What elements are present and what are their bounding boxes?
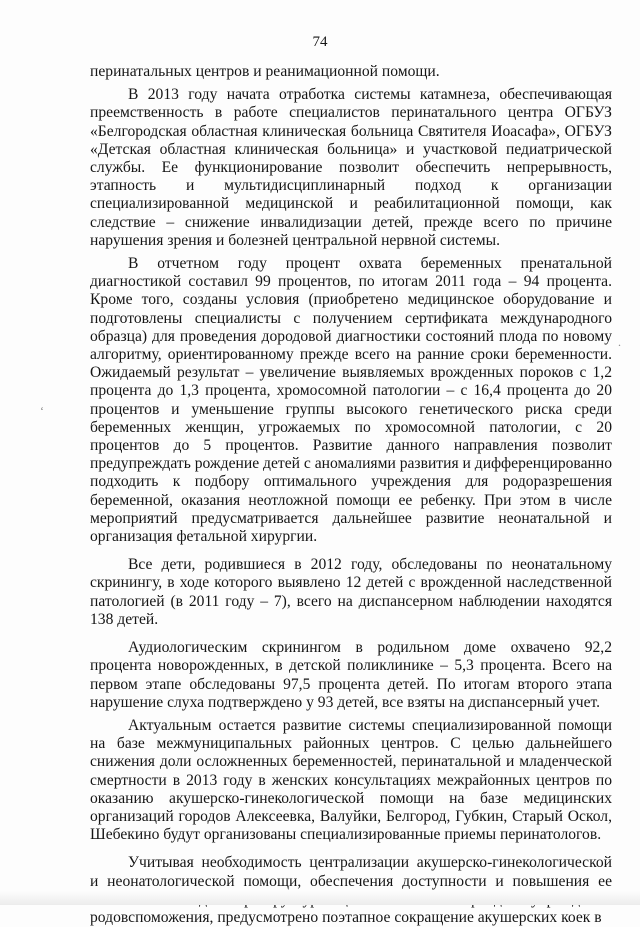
paragraph-centralization: Учитывая необходимость централизации акушерско-гинекологической и неонатологической помощи, обеспечения доступности и повышения ее родовспоможения, предусмотрено поэтапное сокращение акушерских коек в bbox=[90, 854, 612, 926]
page-number: 74 bbox=[312, 34, 328, 50]
paragraph-neonatal-screening: Все дети, родившиеся в 2012 году, обследованы по неонатальному скринингу, в ходе которого выявлено 12 детей с врожденной наследственной патологией (в 2011 году – 7), всего на диспансерном наблюдении находятся 138 детей. bbox=[90, 556, 612, 628]
paragraph-audiological-screening: Аудиологическим скринингом в родильном доме охвачено 92,2 процента новорожденных, в детской поликлинике – 5,3 процента. Всего на первом этапе обследованы 97,5 процента детей. По итогам второго этапа нарушение слуха подтверждено у 93 детей, все взяты на диспансерный учет. bbox=[90, 639, 612, 711]
paragraph-catamnesis: В 2013 году начата отработка системы катамнеза, обеспечивающая преемственность в работе специалистов перинатального центра ОГБУЗ «Белгородская областная клиническая больница Святителя Иоасафа», ОГБУЗ «Детская областная клиническая больница» и участковой педиатрической службы. Ее функционирование позволит обеспечить непрерывность, этапность и мультидисциплинарный подход к организации специализированной медицинской и реабилитационной помощи, как следствие – снижение инвалидизации детей, прежде всего по причине нарушения зрения и болезней центральной нервной системы. bbox=[90, 86, 612, 249]
paragraph-interdistrict-centers: Актуальным остается развитие системы специализированной помощи на базе межмуниципальных районных центров. С целью дальнейшего снижения доли осложненных беременностей, перинатальной и младенческой смертности в 2013 году в женских консультациях межрайонных центров по оказанию акушерско-гинекологической помощи на базе медицинских организаций городов Алексеевка, Валуйки, Белгород, Губкин, Старый Оскол, Шебекино будут организованы специализированные приемы перинатологов. bbox=[90, 716, 612, 844]
body-text bbox=[90, 63, 612, 927]
scan-edge bbox=[0, 891, 640, 905]
scan-speck: . bbox=[618, 335, 621, 349]
scan-speck: ‘ bbox=[40, 404, 44, 418]
paragraph-continuation: перинатальных центров и реанимационной помощи. bbox=[90, 63, 440, 80]
paragraph-prenatal-diagnostics: В отчетном году процент охвата беременных пренатальной диагностикой составил 99 процентов, по итогам 2011 года – 94 процента. Кроме того, созданы условия (приобретено медицинское оборудование и подготовлены специалисты с получением сертификата международного образца) для проведения дородовой диагностики состояний плода по новому алгоритму, ориентированному прежде всего на ранние сроки беременности. Ожидаемый результат – увеличение выявляемых врожденных пороков с 1,2 процента до 1,3 процента, хромосомной патологии – с 16,4 процента до 20 процентов и уменьшение группы высокого генетического риска среди беременных женщин, угрожаемых по хромосомной патологии, с 20 процентов до 5 процентов. Развитие данного направления позволит предупреждать рождение детей с аномалиями развития и дифференцированно подходить к подбору оптимального учреждения для родоразрешения беременной, оказания неотложной помощи ее ребенку. При этом в числе мероприятий предусматривается дальнейшее развитие неонатальной и организация фетальной хирургии. bbox=[90, 255, 612, 546]
